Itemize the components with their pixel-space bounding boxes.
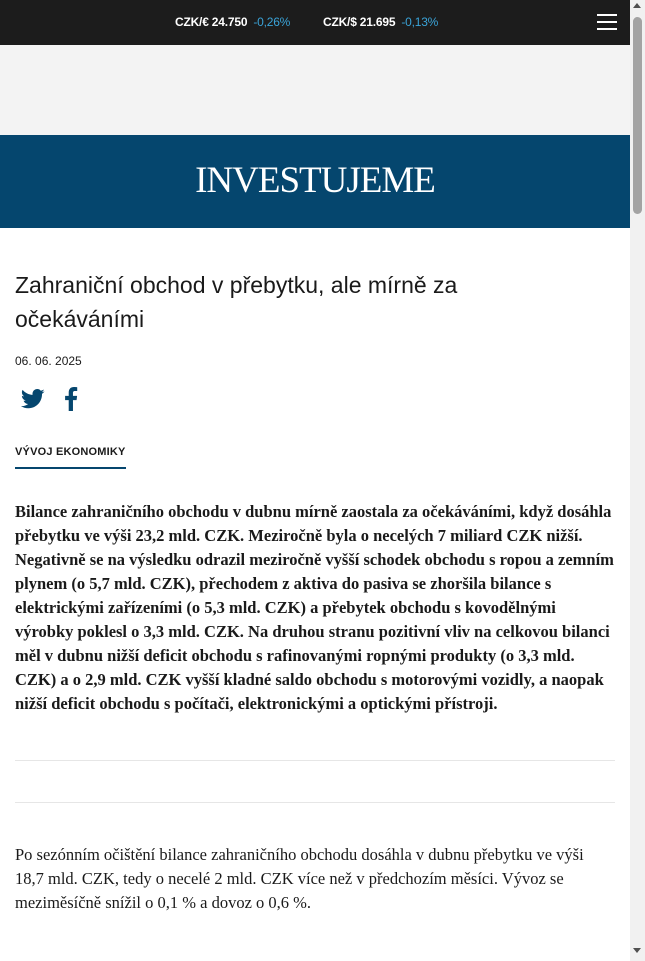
article-title: Zahraniční obchod v přebytku, ale mírně za očekáváními bbox=[15, 272, 458, 332]
ticker-usd[interactable] bbox=[323, 15, 438, 29]
facebook-icon[interactable] bbox=[63, 387, 79, 411]
scroll-up-arrow-icon[interactable] bbox=[633, 3, 641, 8]
ticker-eur-rate: CZK/€ 24.750 bbox=[175, 15, 248, 29]
article-lead-paragraph: Bilance zahraničního obchodu v dubnu mírně zaostala za očekáváními, když dosáhla přebytku ve výši 23,2 mld. CZK. Meziročně byla o necelých 7 miliard CZK nižší. Negativně se na výsledku odrazil meziročně vyšší schodek obchodu s ropou a zemním plynem (o 5,7 mld. CZK), přechodem z aktiva do pasiva se zhoršila bilance s elektrickými zařízeními (o 5,3 mld. CZK) a přebytek obchodu s kovodělnými výrobky poklesl o 3,3 mld. CZK. Na druhou stranu pozitivní vliv na celkovou bilanci měl v dubnu nižší deficit obchodu s rafinovanými ropnými produkty (o 3,3 mld. CZK) a o 2,9 mld. CZK vyšší kladné saldo obchodu s motorovými vozidly, a naopak nižší deficit obchodu s počítači, elektronickými a optickými přístroji. bbox=[15, 502, 614, 713]
currency-ticker-bar bbox=[0, 0, 630, 45]
ticker-eur[interactable] bbox=[175, 15, 290, 29]
twitter-icon[interactable] bbox=[21, 388, 45, 410]
category-tag[interactable]: VÝVOJ EKONOMIKY bbox=[15, 446, 126, 469]
article-date: 06. 06. 2025 bbox=[15, 354, 82, 368]
scrollbar-thumb[interactable] bbox=[633, 17, 642, 214]
ticker-eur-change: -0,26% bbox=[253, 15, 291, 29]
scroll-down-arrow-icon[interactable] bbox=[633, 948, 641, 953]
divider bbox=[15, 802, 615, 803]
article-body-paragraph: Po sezónním očištění bilance zahraničního obchodu dosáhla v dubnu přebytku ve výši 18,7 mld. CZK, tedy o necelé 2 mld. CZK více než v předchozím měsíci. Vývoz se meziměsíčně snížil o 0,1 % a dovoz o 0,6 %. bbox=[15, 845, 584, 912]
vertical-scrollbar[interactable] bbox=[630, 0, 645, 961]
hamburger-icon[interactable] bbox=[597, 13, 617, 31]
ad-space bbox=[0, 45, 630, 135]
ticker-usd-change: -0,13% bbox=[401, 15, 439, 29]
divider bbox=[15, 760, 615, 761]
site-logo[interactable]: INVESTUJEME bbox=[195, 160, 435, 201]
ticker-usd-rate: CZK/$ 21.695 bbox=[323, 15, 396, 29]
